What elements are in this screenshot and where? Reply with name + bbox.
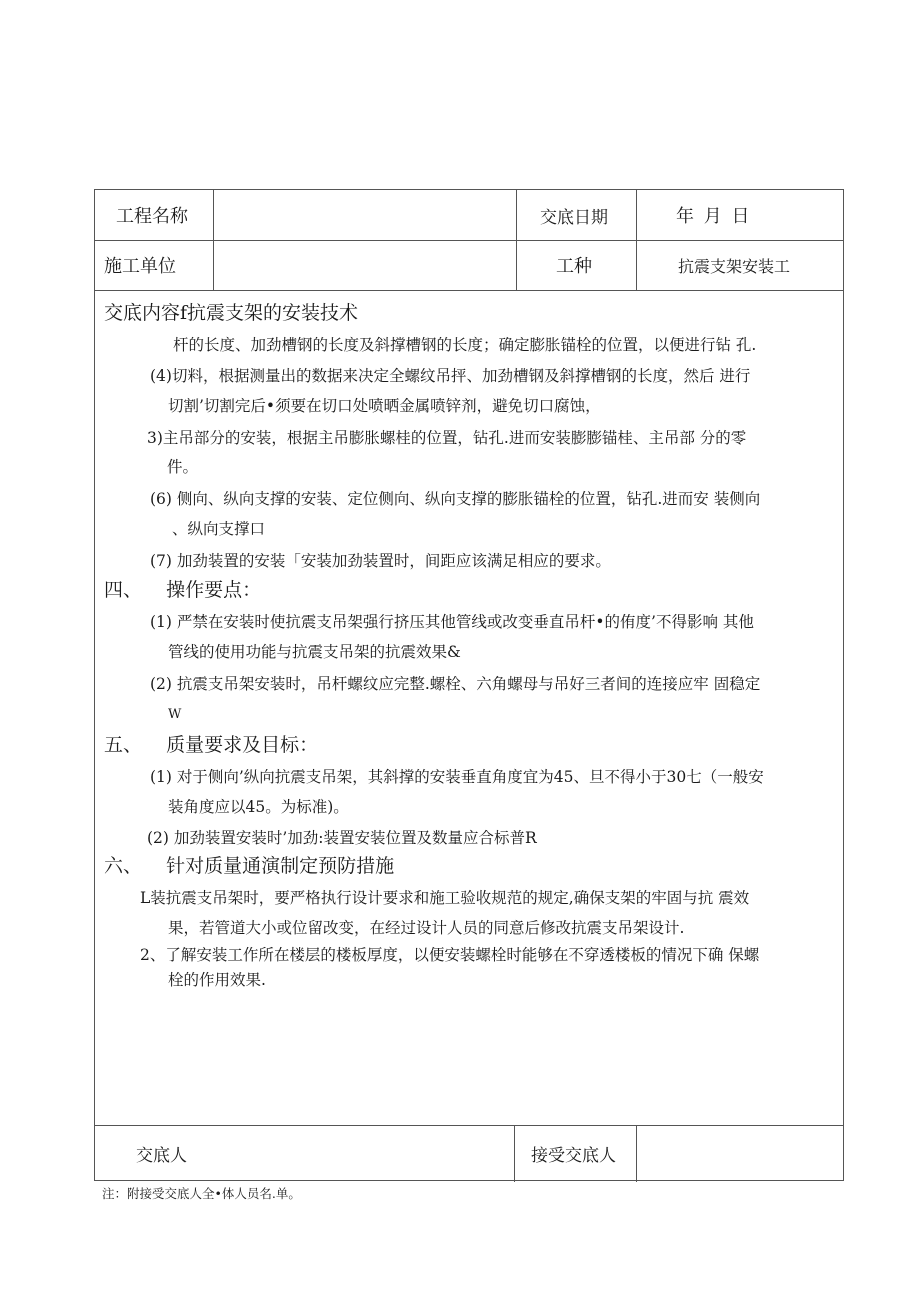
content-line: (6) 侧向、纵向支撑的安装、定位侧向、纵向支撑的膨胀锚栓的位置，钻孔.进而安 装侧向 — [150, 490, 761, 508]
content-line: (4)切料，根据测量出的数据来决定全螺纹吊抨、加劲槽钢及斜撑槽钢的长度，然后 进行 — [150, 367, 751, 385]
content-line: 、纵向支撑口 — [172, 520, 266, 538]
content-title: 交底内容f抗震支架的安装技术 — [104, 302, 359, 324]
date-label: 交底日期 — [540, 207, 608, 228]
section-5-line: (2) 加劲装置安装时’加劲:装置安装位置及数量应合标普R — [147, 829, 537, 847]
section-4-line: 管线的使用功能与抗震支吊架的抗震效果& — [168, 643, 461, 661]
receiver-signature[interactable] — [640, 1125, 840, 1181]
content-line: 件。 — [167, 458, 199, 476]
col-divider — [636, 1125, 637, 1182]
trade-label: 工种 — [556, 256, 592, 277]
section-5-line: (1) 对于侧向’纵向抗震支吊架，其斜撑的安装垂直角度宜为45、旦不得小于30七（一般安 — [150, 768, 764, 786]
content-line: (7) 加劲装置的安装「安装加劲装置时，间距应该满足相应的要求。 — [150, 552, 611, 570]
section-6-line: 果，若管道大小或位留改变，在经过设计人员的同意后修改抗震支吊架设计. — [168, 919, 685, 937]
col-divider — [516, 190, 517, 290]
section-6-line: 栓的作用效果. — [168, 971, 266, 989]
discloser-label: 交底人 — [136, 1145, 187, 1166]
content-line: 切割’切割完后•须要在切口处喷晒金属喷锌剂，避免切口腐蚀， — [168, 397, 601, 415]
section-4-line: (1) 严禁在安装时使抗震支吊架强行挤压其他管线或改变垂直吊杆•的侑度’不得影响 其他 — [150, 613, 754, 631]
section-6-line: L装抗震支吊架时，要严格执行设计要求和施工验收规范的规定,确保支架的牢固与抗 震效 — [140, 889, 750, 907]
project-name-value[interactable] — [214, 190, 514, 240]
date-value[interactable]: 年 月 日 — [676, 206, 750, 227]
receiver-label: 接受交底人 — [531, 1145, 616, 1166]
footnote: 注：附接受交底人全•体人员名.单。 — [102, 1186, 301, 1201]
section-5-line: 装角度应以45。为标准)。 — [168, 798, 349, 816]
section-6-title: 六、 针对质量通演制定预防措施 — [104, 855, 395, 877]
discloser-signature[interactable] — [260, 1125, 500, 1181]
section-4-title: 四、 操作要点： — [104, 579, 262, 601]
section-6-line: 2、了解安装工作所在楼层的楼板厚度，以便安装螺栓时能够在不穿透楼板的情况下确 保螺 — [140, 946, 760, 964]
section-5-title: 五、 质量要求及目标： — [104, 734, 319, 756]
content-line: 3)主吊部分的安装，根据主吊膨胀螺桂的位置，钻孔.进而安装膨膨锚桂、主吊部 分的零 — [147, 429, 747, 447]
trade-value[interactable]: 抗震支架安装工 — [678, 256, 791, 276]
section-4-line: (2) 抗震支吊架安装时，吊杆螺纹应完整.螺栓、六角螺母与吊好三者间的连接应牢 固稳定 — [150, 675, 761, 693]
project-name-label: 工程名称 — [116, 206, 188, 227]
col-divider — [636, 190, 637, 290]
construction-unit-label: 施工单位 — [104, 256, 176, 277]
construction-unit-value[interactable] — [214, 240, 514, 290]
content-line: 杆的长度、加劲槽钢的长度及斜撑槽钢的长度；确定膨胀锚栓的位置，以便进行钻 孔. — [173, 336, 757, 354]
col-divider — [514, 1125, 515, 1182]
section-4-line: W — [168, 707, 182, 722]
row-divider — [95, 290, 843, 291]
